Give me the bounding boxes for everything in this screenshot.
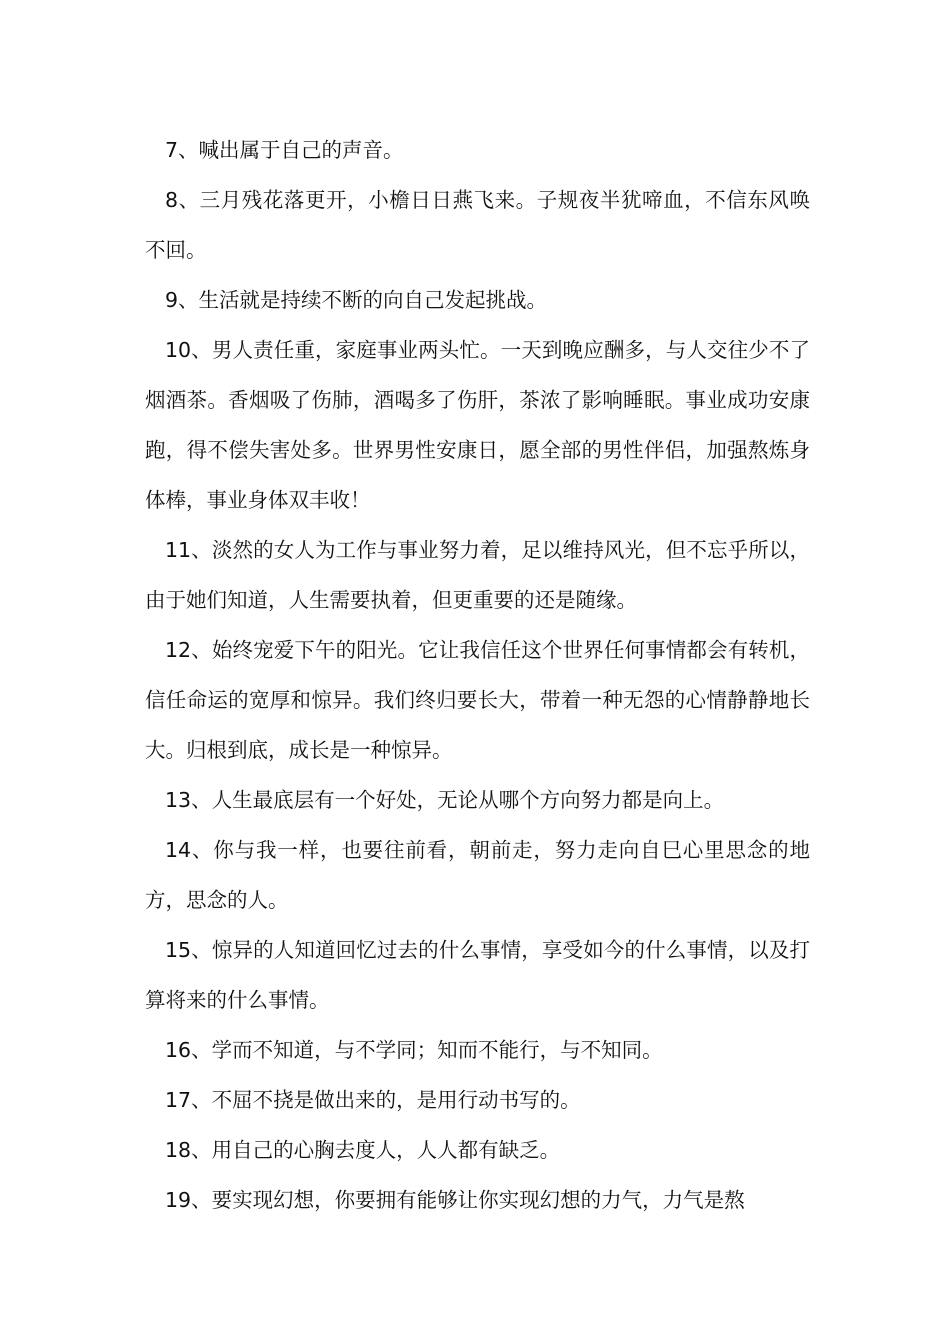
paragraph-14: 14、你与我一样，也要往前看，朝前走，努力走向自巳心里思念的地方，思念的人。 [145, 838, 810, 912]
paragraph-18: 18、用自己的心胸去度人，人人都有缺乏。 [165, 1138, 561, 1162]
paragraph-12: 12、始终宠爱下午的阳光。它让我信任这个世界任何事情都会有转机，信任命运的宽厚和惊异。我们终归要长大，带着一种无怨的心情静静地长大。归根到底，成长是一种惊异。 [145, 638, 810, 762]
paragraph-7: 7、喊出属于自己的声音。 [165, 138, 404, 162]
paragraph-11: 11、淡然的女人为工作与事业努力着，足以维持风光，但不忘乎所以，由于她们知道，人生需要执着，但更重要的还是随缘。 [145, 538, 810, 612]
paragraph-19: 19、要实现幻想，你要拥有能够让你实现幻想的力气，力气是熬 [165, 1188, 745, 1212]
paragraph-13: 13、人生最底层有一个好处，无论从哪个方向努力都是向上。 [165, 788, 725, 812]
paragraph-15: 15、惊异的人知道回忆过去的什么事情，享受如今的什么事情，以及打算将来的什么事情。 [145, 938, 810, 1012]
document-body [145, 125, 810, 1225]
paragraph-16: 16、学而不知道，与不学同；知而不能行，与不知同。 [165, 1038, 663, 1062]
paragraph-17: 17、不屈不挠是做出来的，是用行动书写的。 [165, 1088, 581, 1112]
paragraph-8: 8、三月残花落更开，小檐日日燕飞来。子规夜半犹啼血，不信东风唤不回。 [145, 188, 810, 262]
paragraph-9: 9、生活就是持续不断的向自己发起挑战。 [165, 288, 548, 312]
paragraph-10: 10、男人责任重，家庭事业两头忙。一天到晚应酬多，与人交往少不了烟酒茶。香烟吸了伤肺，酒喝多了伤肝，茶浓了影响睡眠。事业成功安康跑，得不偿失害处多。世界男性安康日，愿全部的男性伴侣，加强熬炼身体棒，事业身体双丰收！ [145, 338, 810, 512]
